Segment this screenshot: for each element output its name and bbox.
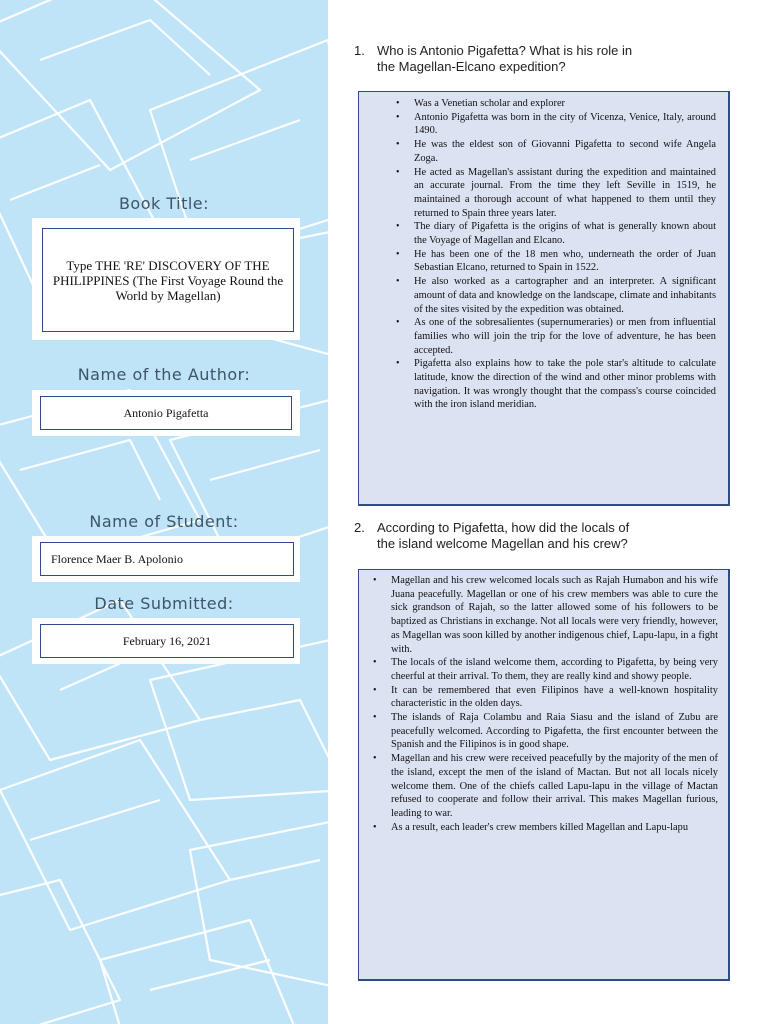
- answer-bullet: • Was a Venetian scholar and explorer: [414, 97, 716, 111]
- question-text: [377, 43, 687, 75]
- answer-bullet: • It can be remembered that even Filipinos have a well-known hospitality characteristic in the olden days.: [391, 684, 718, 711]
- answer-bullet: • Pigafetta also explains how to take the pole star's altitude to calculate latitude, know the direction of the wind and other minor problems with navigation. It was wrongly thought that the compass's course coincided with the iron island meridian.: [414, 357, 716, 412]
- answer-bullet: • He acted as Magellan's assistant during the expedition and maintained an accurate journal. From the time they left Seville in 1519, he maintained a thorough account of what happened to them until they returned to Spain three years later.: [414, 166, 716, 221]
- answer-box-1[interactable]: [358, 91, 730, 506]
- answer-bullet: • Magellan and his crew were received peacefully by the majority of the men of the island, except the men of the island of Mactan. But not all locals nicely welcome them. One of the chiefs called Lapu-lapu in the village of Mactan refused to cooperate and follow their arrival. This makes Magellan furious, leading to war.: [391, 752, 718, 821]
- answer-bullet: • He also worked as a cartographer and an interpreter. A significant amount of data and knowledge on the landscape, climate and inhabitants of the sites visited by the expedition was obtained.: [414, 275, 716, 316]
- question-line: the island welcome Magellan and his crew?: [377, 536, 628, 551]
- author-label: Name of the Author:: [77, 365, 251, 384]
- answer-bullet: • He has been one of the 18 men who, underneath the order of Juan Sebastian Elcano, returned to Spain in 1522.: [414, 248, 716, 275]
- answer-bullet: • Magellan and his crew welcomed locals such as Rajah Humabon and his wife Juana peacefully. Magellan or one of his crew members was able to cure the sick grandson of Rajah, so the latter allowed some of his followers to be baptized as Christians in exchange. Not all locals were very friendly, however, as Magellan was soon killed by another indigenous chief, Lapu-lapu, in a fight with.: [391, 574, 718, 656]
- author-field[interactable]: Antonio Pigafetta: [40, 396, 292, 430]
- question-line: Who is Antonio Pigafetta? What is his role in: [377, 43, 633, 58]
- answer-bullet: • The locals of the island welcome them, according to Pigafetta, by being very cheerful at their arrival. To them, they are really kind and showy people.: [391, 656, 718, 683]
- date-field[interactable]: February 16, 2021: [40, 624, 294, 658]
- answer-list: [359, 570, 728, 834]
- student-label: Name of Student:: [89, 512, 239, 531]
- answer-box-2[interactable]: [358, 569, 730, 981]
- question-number: 2.: [354, 520, 365, 535]
- answer-bullet: • The diary of Pigafetta is the origins of what is generally known about the Voyage of Magellan and Elcano.: [414, 220, 716, 247]
- question-number: 1.: [354, 43, 365, 58]
- question-line: According to Pigafetta, how did the locals of: [377, 520, 630, 535]
- answer-list: [359, 92, 728, 412]
- answer-bullet: • He was the eldest son of Giovanni Pigafetta to second wife Angela Zoga.: [414, 138, 716, 165]
- book-title-field[interactable]: Type THE 'RE' DISCOVERY OF THE PHILIPPINES (The First Voyage Round the World by Magellan): [42, 228, 294, 332]
- question-text: [377, 520, 687, 552]
- student-field[interactable]: Florence Maer B. Apolonio: [40, 542, 294, 576]
- question-line: the Magellan-Elcano expedition?: [377, 59, 566, 74]
- answer-bullet: • Antonio Pigafetta was born in the city of Vicenza, Venice, Italy, around 1490.: [414, 111, 716, 138]
- book-title-label: Book Title:: [118, 194, 210, 213]
- date-label: Date Submitted:: [94, 594, 234, 613]
- answer-bullet: • The islands of Raja Colambu and Raia Siasu and the island of Zubu are peacefully welcomed. According to Pigafetta, the first encounter between the Spanish and the Filipinos is in good shape.: [391, 711, 718, 752]
- answer-bullet: • As a result, each leader's crew members killed Magellan and Lapu-lapu: [391, 821, 718, 835]
- sidebar: [0, 0, 328, 1024]
- answer-bullet: • As one of the sobresalientes (supernumeraries) or men from influential families who will join the trip for the love of adventure, he has been accepted.: [414, 316, 716, 357]
